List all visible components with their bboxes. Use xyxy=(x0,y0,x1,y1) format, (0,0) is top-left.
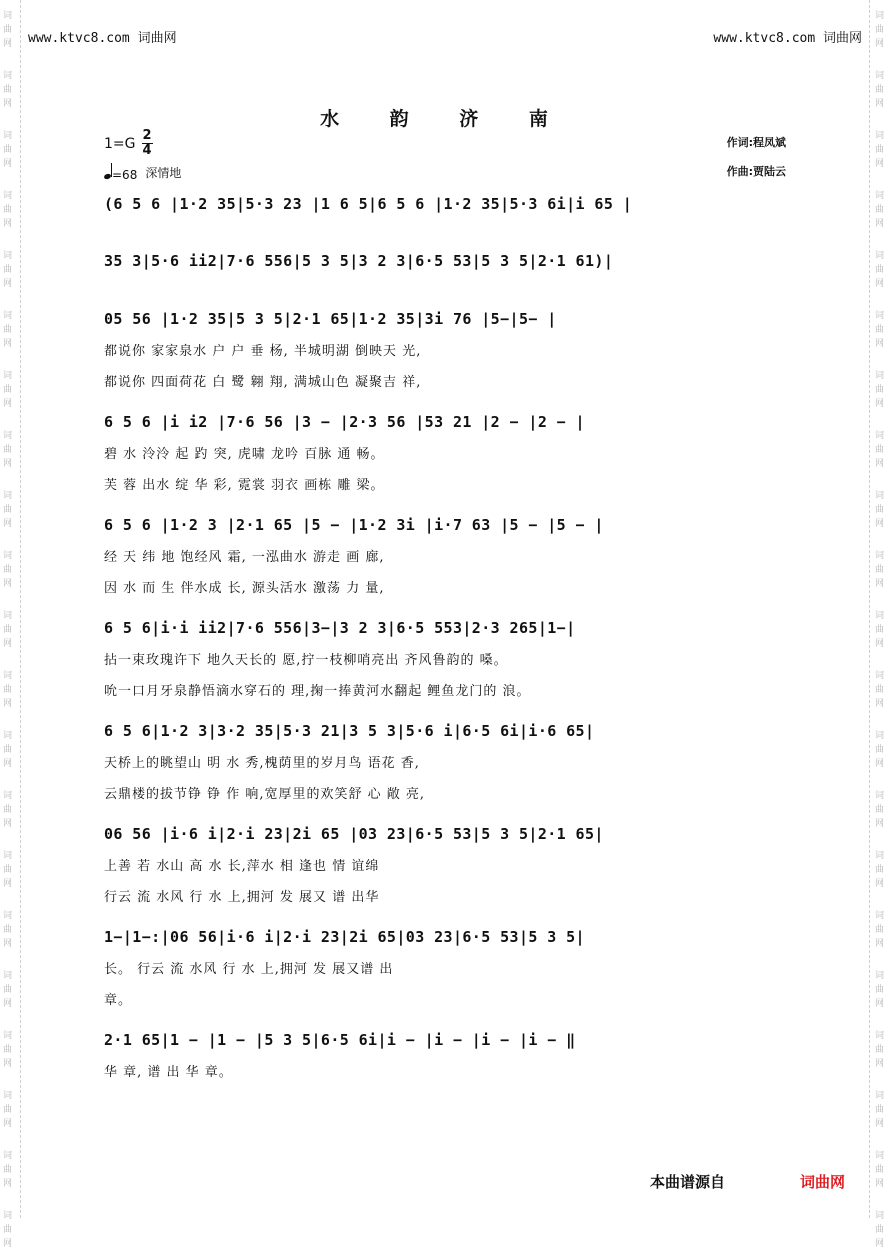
watermark-char: 网 xyxy=(3,699,13,709)
watermark-char: 词 xyxy=(875,551,885,561)
watermark-char: 网 xyxy=(3,639,13,649)
watermark-char: 词 xyxy=(875,1091,885,1101)
watermark-char: 词 xyxy=(3,1091,13,1101)
lyric-line: 拈一束玫瑰许下 地久天长的 愿,拧一枝柳哨亮出 齐风鲁韵的 嗓。 xyxy=(104,653,508,668)
watermark-char: 词 xyxy=(3,551,13,561)
watermark-char: 词 xyxy=(3,851,13,861)
watermark-char: 曲 xyxy=(3,1165,13,1175)
watermark-char: 网 xyxy=(875,759,885,769)
watermark-char: 网 xyxy=(875,399,885,409)
watermark-char: 网 xyxy=(3,219,13,229)
music-line: 6 5 6 |i i2 |7·6 56 |3 − |2·3 56 |53 21 |2 − |2 − | xyxy=(104,413,585,431)
left-watermark-strip xyxy=(0,0,18,1249)
watermark-char: 曲 xyxy=(875,865,885,875)
watermark-char: 曲 xyxy=(3,565,13,575)
song-title: 水 韵 济 南 xyxy=(320,108,570,130)
music-line: 06 56 |i·6 i|2·i 23|2i 65 |03 23|6·5 53|5 3 5|2·1 65| xyxy=(104,825,604,843)
watermark-char: 词 xyxy=(3,371,13,381)
watermark-char: 词 xyxy=(875,971,885,981)
watermark-char: 曲 xyxy=(3,85,13,95)
composer-credit: 作曲:贾陆云 xyxy=(726,165,786,178)
watermark-char: 词 xyxy=(3,791,13,801)
lyric-line: 上善 若 水山 高 水 长,萍水 相 逢也 情 谊绵 xyxy=(104,859,380,874)
watermark-char: 曲 xyxy=(3,325,13,335)
footer-source-text: 本曲谱源自 xyxy=(650,1173,726,1191)
watermark-char: 词 xyxy=(875,191,885,201)
watermark-char: 网 xyxy=(3,939,13,949)
watermark-char: 曲 xyxy=(875,925,885,935)
watermark-char: 词 xyxy=(3,191,13,201)
watermark-char: 曲 xyxy=(875,625,885,635)
site-url-left[interactable]: www.ktvc8.com 词曲网 xyxy=(28,31,177,46)
watermark-char: 词 xyxy=(875,491,885,501)
watermark-char: 网 xyxy=(875,699,885,709)
watermark-char: 词 xyxy=(3,311,13,321)
watermark-char: 词 xyxy=(3,671,13,681)
key-signature xyxy=(104,130,153,157)
watermark-char: 曲 xyxy=(875,985,885,995)
watermark-char: 网 xyxy=(875,579,885,589)
watermark-char: 词 xyxy=(875,671,885,681)
watermark-char: 曲 xyxy=(875,205,885,215)
watermark-char: 曲 xyxy=(3,265,13,275)
watermark-char: 词 xyxy=(875,71,885,81)
watermark-char: 词 xyxy=(875,11,885,21)
watermark-char: 词 xyxy=(875,1211,885,1221)
time-bottom: 4 xyxy=(142,143,152,158)
footer-brand-link[interactable]: 词曲网 xyxy=(800,1173,846,1191)
watermark-char: 曲 xyxy=(875,1045,885,1055)
lyric-line: 长。 行云 流 水风 行 水 上,拥河 发 展又谱 出 xyxy=(104,962,394,977)
watermark-char: 网 xyxy=(3,519,13,529)
watermark-char: 网 xyxy=(3,1119,13,1129)
watermark-char: 网 xyxy=(875,279,885,289)
watermark-char: 词 xyxy=(3,11,13,21)
watermark-char: 曲 xyxy=(3,1225,13,1235)
watermark-char: 词 xyxy=(3,911,13,921)
watermark-char: 网 xyxy=(875,519,885,529)
watermark-char: 曲 xyxy=(3,1045,13,1055)
watermark-char: 词 xyxy=(3,251,13,261)
lyric-line: 行云 流 水风 行 水 上,拥河 发 展又 谱 出华 xyxy=(104,890,380,905)
tempo-marking xyxy=(104,163,181,182)
music-line: (6 5 6 |1·2 35|5·3 23 |1 6 5|6 5 6 |1·2 35|5·3 6i|i 65 | xyxy=(104,195,633,213)
watermark-char: 网 xyxy=(875,1239,885,1249)
watermark-char: 曲 xyxy=(3,745,13,755)
watermark-char: 曲 xyxy=(875,265,885,275)
music-line: 2·1 65|1 − |1 − |5 3 5|6·5 6i|i − |i − |i − |i − ‖ xyxy=(104,1031,576,1049)
watermark-char: 网 xyxy=(3,279,13,289)
watermark-char: 曲 xyxy=(3,685,13,695)
music-line: 6 5 6|1·2 3|3·2 35|5·3 21|3 5 3|5·6 i|6·5 6i|i·6 65| xyxy=(104,722,595,740)
watermark-char: 词 xyxy=(875,731,885,741)
quarter-note-icon xyxy=(104,163,112,179)
lyric-line: 经 天 纬 地 饱经风 霜, 一泓曲水 游走 画 廊, xyxy=(104,550,385,565)
watermark-char: 网 xyxy=(3,99,13,109)
watermark-char: 曲 xyxy=(875,1105,885,1115)
tempo-expression: 深情地 xyxy=(145,166,182,180)
watermark-char: 网 xyxy=(875,1059,885,1069)
right-watermark-strip xyxy=(872,0,890,1249)
watermark-char: 曲 xyxy=(3,925,13,935)
lyric-line: 章。 xyxy=(104,993,133,1008)
watermark-char: 网 xyxy=(3,579,13,589)
watermark-char: 曲 xyxy=(875,745,885,755)
watermark-char: 词 xyxy=(875,611,885,621)
lyric-line: 都说你 家家泉水 户 户 垂 杨, 半城明湖 倒映天 光, xyxy=(104,344,422,359)
watermark-char: 曲 xyxy=(875,25,885,35)
watermark-char: 曲 xyxy=(875,445,885,455)
watermark-char: 曲 xyxy=(875,1165,885,1175)
watermark-char: 网 xyxy=(875,39,885,49)
watermark-char: 词 xyxy=(3,1211,13,1221)
watermark-char: 曲 xyxy=(3,145,13,155)
watermark-char: 网 xyxy=(875,1179,885,1189)
watermark-char: 曲 xyxy=(875,145,885,155)
watermark-char: 曲 xyxy=(3,865,13,875)
site-url-right[interactable]: www.ktvc8.com 词曲网 xyxy=(713,31,862,46)
watermark-char: 词 xyxy=(875,1151,885,1161)
watermark-char: 网 xyxy=(875,819,885,829)
watermark-char: 曲 xyxy=(875,325,885,335)
watermark-char: 词 xyxy=(3,1151,13,1161)
watermark-char: 网 xyxy=(875,939,885,949)
watermark-char: 曲 xyxy=(3,1105,13,1115)
lyric-line: 因 水 而 生 伴水成 长, 源头活水 激荡 力 量, xyxy=(104,581,385,596)
music-line: 1−|1−:|06 56|i·6 i|2·i 23|2i 65|03 23|6·5 53|5 3 5| xyxy=(104,928,585,946)
watermark-char: 词 xyxy=(875,791,885,801)
watermark-char: 曲 xyxy=(875,385,885,395)
watermark-char: 网 xyxy=(875,459,885,469)
watermark-char: 网 xyxy=(3,459,13,469)
watermark-char: 词 xyxy=(3,71,13,81)
watermark-char: 曲 xyxy=(3,385,13,395)
watermark-char: 网 xyxy=(3,339,13,349)
watermark-char: 网 xyxy=(875,99,885,109)
watermark-char: 网 xyxy=(3,159,13,169)
lyric-line: 天桥上的眺望山 明 水 秀,槐荫里的岁月鸟 语花 香, xyxy=(104,756,420,771)
music-line: 05 56 |1·2 35|5 3 5|2·1 65|1·2 35|3i 76 |5−|5− | xyxy=(104,310,557,328)
watermark-char: 网 xyxy=(875,639,885,649)
music-line: 6 5 6 |1·2 3 |2·1 65 |5 − |1·2 3i |i·7 63 |5 − |5 − | xyxy=(104,516,604,534)
watermark-char: 曲 xyxy=(875,505,885,515)
watermark-char: 词 xyxy=(3,491,13,501)
watermark-char: 网 xyxy=(875,219,885,229)
lyric-line: 芙 蓉 出水 绽 华 彩, 霓裳 羽衣 画栋 雕 梁。 xyxy=(104,478,385,493)
watermark-char: 词 xyxy=(3,131,13,141)
tempo-value: =68 xyxy=(112,168,138,182)
watermark-char: 词 xyxy=(875,311,885,321)
watermark-char: 网 xyxy=(3,819,13,829)
watermark-char: 曲 xyxy=(875,85,885,95)
time-top: 2 xyxy=(142,128,152,143)
watermark-char: 曲 xyxy=(3,505,13,515)
watermark-char: 词 xyxy=(3,731,13,741)
watermark-char: 网 xyxy=(3,1179,13,1189)
watermark-char: 网 xyxy=(875,1119,885,1129)
watermark-char: 词 xyxy=(875,131,885,141)
watermark-char: 网 xyxy=(875,879,885,889)
watermark-char: 曲 xyxy=(875,685,885,695)
watermark-char: 曲 xyxy=(875,565,885,575)
lyric-line: 都说你 四面荷花 白 鹭 翱 翔, 满城山色 凝聚吉 祥, xyxy=(104,375,422,390)
watermark-char: 词 xyxy=(875,851,885,861)
watermark-char: 词 xyxy=(3,431,13,441)
music-line: 35 3|5·6 ii2|7·6 556|5 3 5|3 2 3|6·5 53|5 3 5|2·1 61)| xyxy=(104,252,614,270)
watermark-char: 网 xyxy=(875,999,885,1009)
watermark-char: 网 xyxy=(3,879,13,889)
watermark-char: 词 xyxy=(3,971,13,981)
music-line: 6 5 6|i·i ii2|7·6 556|3−|3 2 3|6·5 553|2·3 265|1−| xyxy=(104,619,576,637)
watermark-char: 词 xyxy=(875,371,885,381)
watermark-char: 曲 xyxy=(3,805,13,815)
watermark-char: 词 xyxy=(875,1031,885,1041)
watermark-char: 曲 xyxy=(3,25,13,35)
watermark-char: 曲 xyxy=(3,205,13,215)
watermark-char: 网 xyxy=(3,999,13,1009)
watermark-char: 词 xyxy=(875,431,885,441)
watermark-char: 曲 xyxy=(3,625,13,635)
watermark-char: 网 xyxy=(3,1059,13,1069)
key-label: 1=G xyxy=(104,135,136,152)
watermark-char: 词 xyxy=(3,1031,13,1041)
watermark-char: 词 xyxy=(875,251,885,261)
watermark-char: 曲 xyxy=(3,985,13,995)
lyric-line: 云鼎楼的拔节铮 铮 作 响,宽厚里的欢笑舒 心 敞 亮, xyxy=(104,787,426,802)
watermark-char: 网 xyxy=(875,339,885,349)
watermark-char: 网 xyxy=(875,159,885,169)
watermark-char: 网 xyxy=(3,759,13,769)
watermark-char: 词 xyxy=(875,911,885,921)
watermark-char: 曲 xyxy=(875,1225,885,1235)
lyric-line: 吮一口月牙泉静悟滴水穿石的 理,掬一捧黄河水翻起 鲤鱼龙门的 浪。 xyxy=(104,684,531,699)
watermark-char: 网 xyxy=(3,1239,13,1249)
watermark-char: 曲 xyxy=(3,445,13,455)
watermark-char: 网 xyxy=(3,39,13,49)
watermark-char: 网 xyxy=(3,399,13,409)
lyric-line: 碧 水 泠泠 起 趵 突, 虎啸 龙吟 百脉 通 畅。 xyxy=(104,447,385,462)
watermark-char: 词 xyxy=(3,611,13,621)
time-signature xyxy=(142,130,153,157)
watermark-char: 曲 xyxy=(875,805,885,815)
lyricist-credit: 作词:程凤斌 xyxy=(726,136,786,149)
lyric-line: 华 章, 谱 出 华 章。 xyxy=(104,1065,233,1080)
